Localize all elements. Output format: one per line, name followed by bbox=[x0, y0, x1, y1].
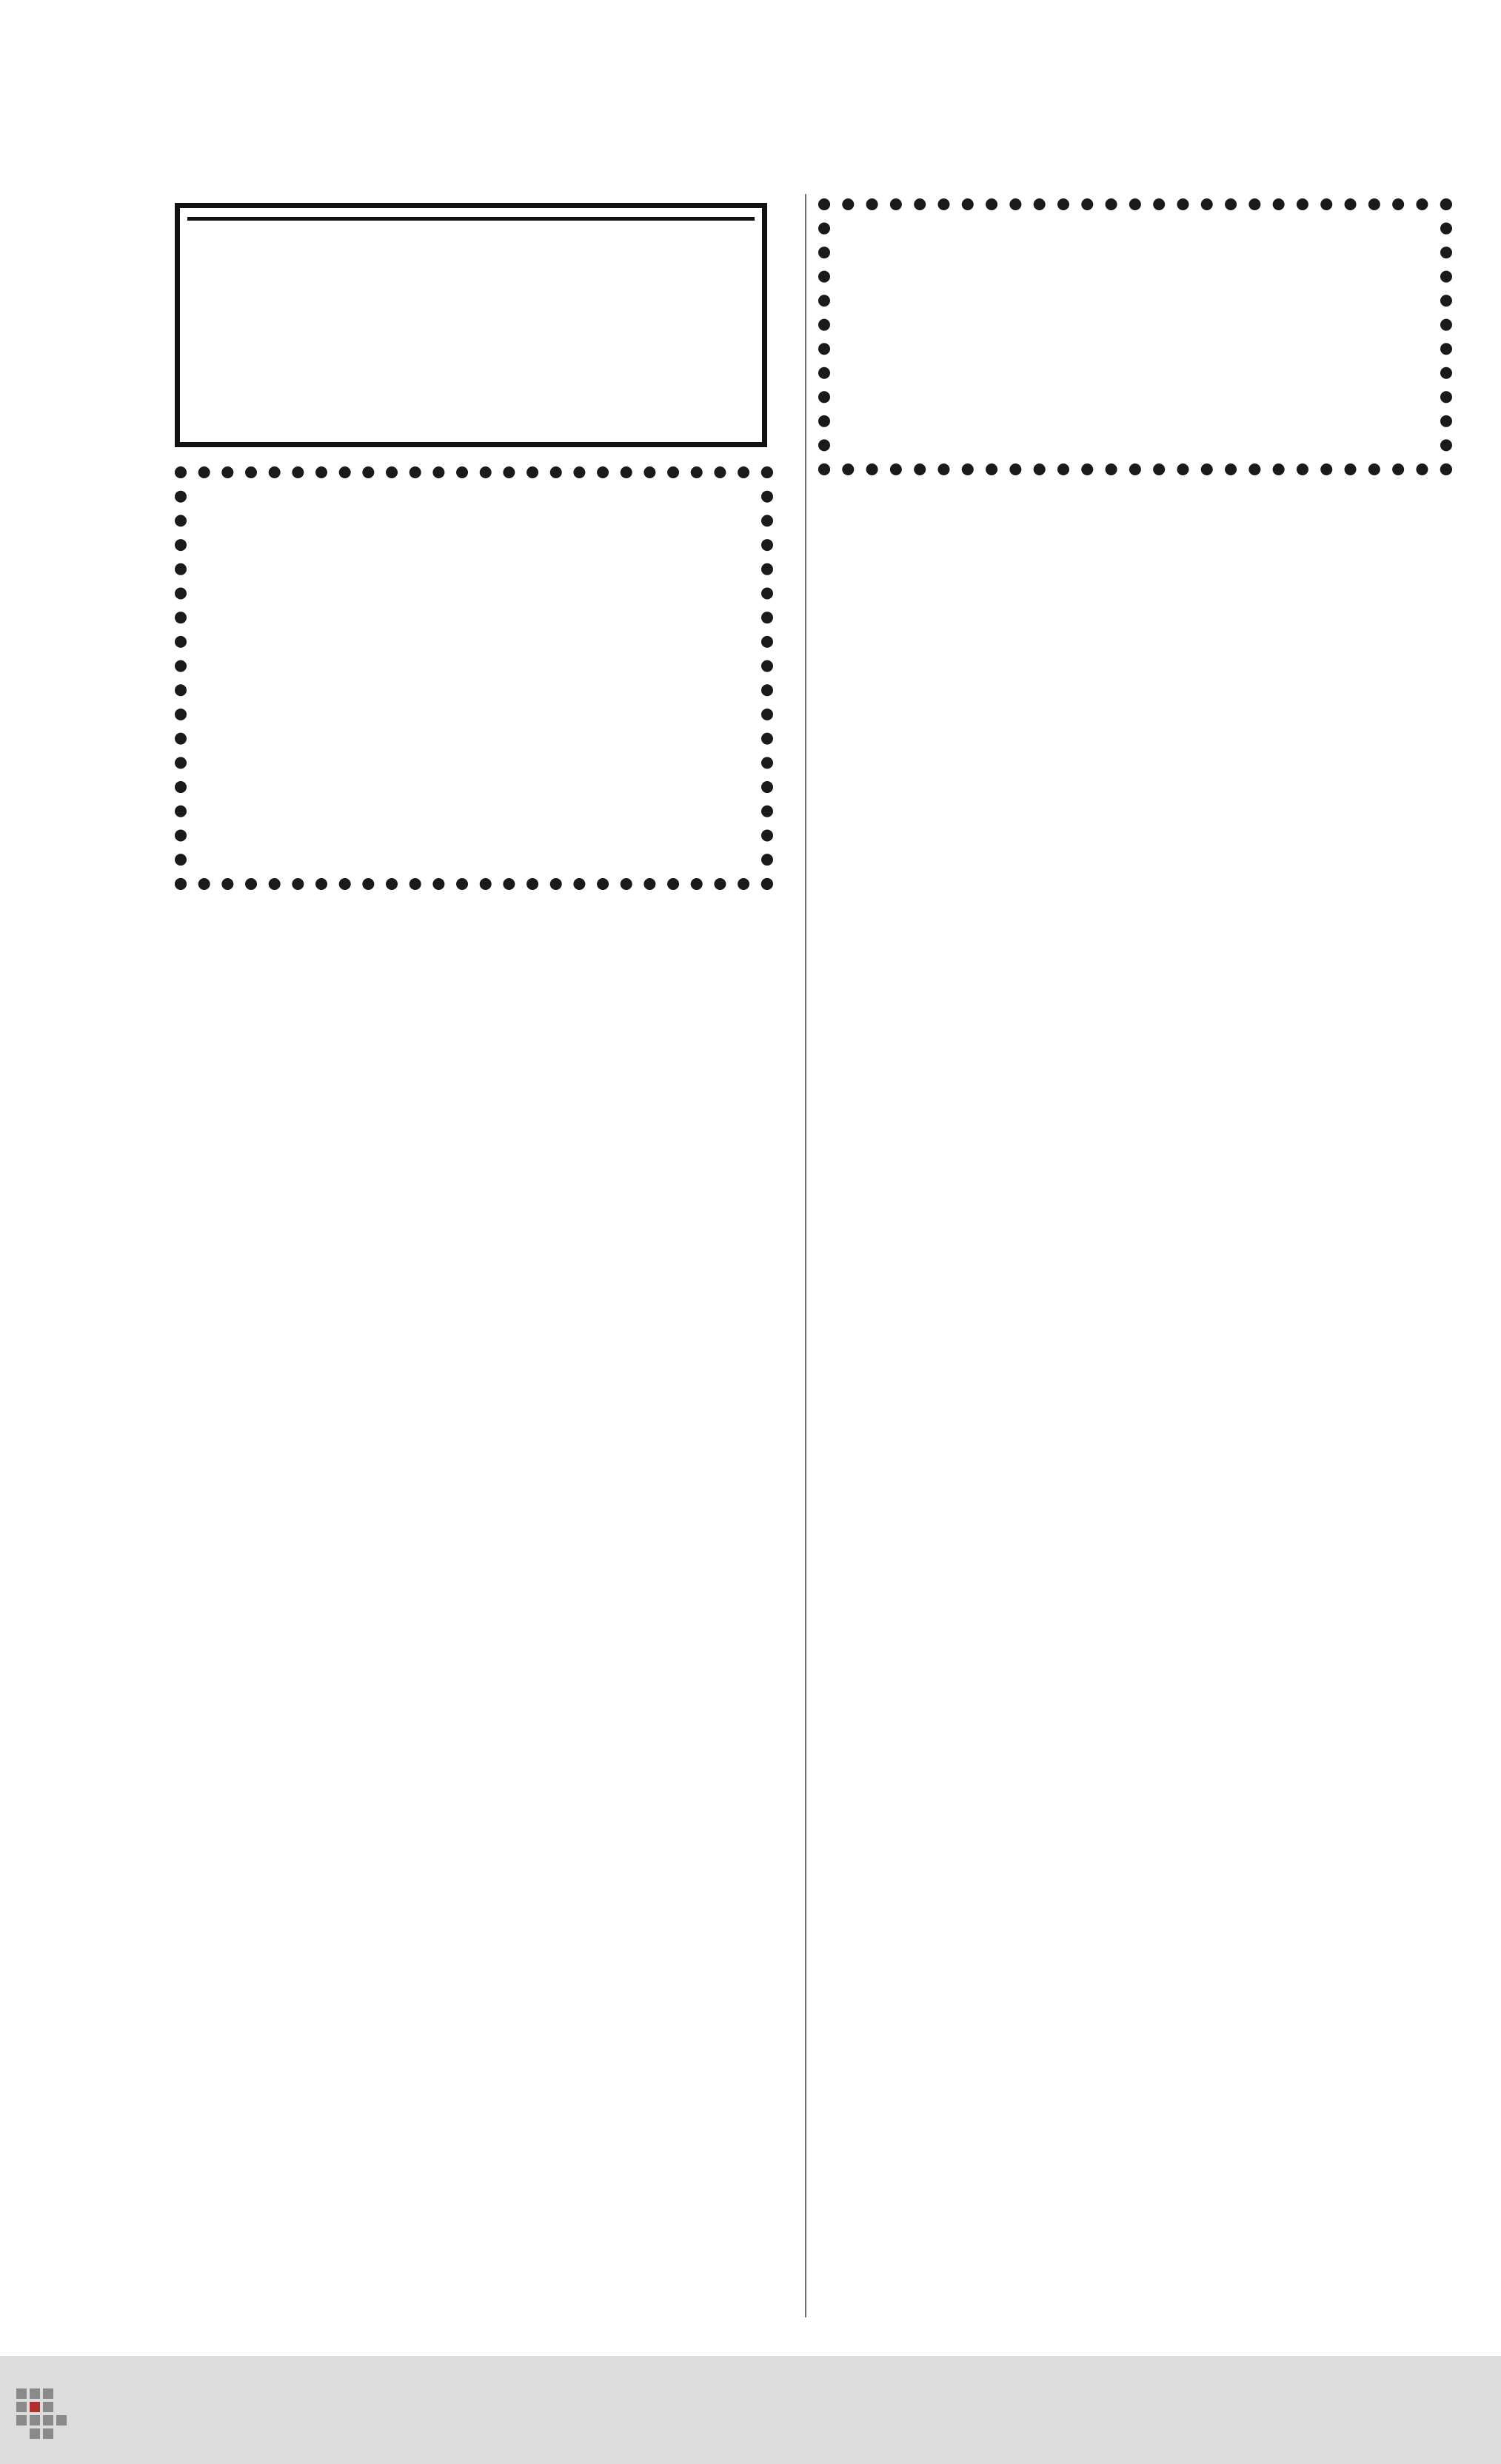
ad-theo-schmidt bbox=[175, 466, 773, 890]
ad-moebel-halle bbox=[175, 203, 767, 447]
library-logo-icon bbox=[13, 2386, 73, 2445]
ad-bauer-leicher bbox=[818, 198, 1452, 475]
ad-hacker-line3 bbox=[187, 217, 755, 221]
left-column bbox=[172, 187, 786, 890]
column-divider bbox=[805, 194, 806, 2317]
footer-bar bbox=[0, 2356, 1501, 2464]
right-column bbox=[820, 187, 1457, 487]
